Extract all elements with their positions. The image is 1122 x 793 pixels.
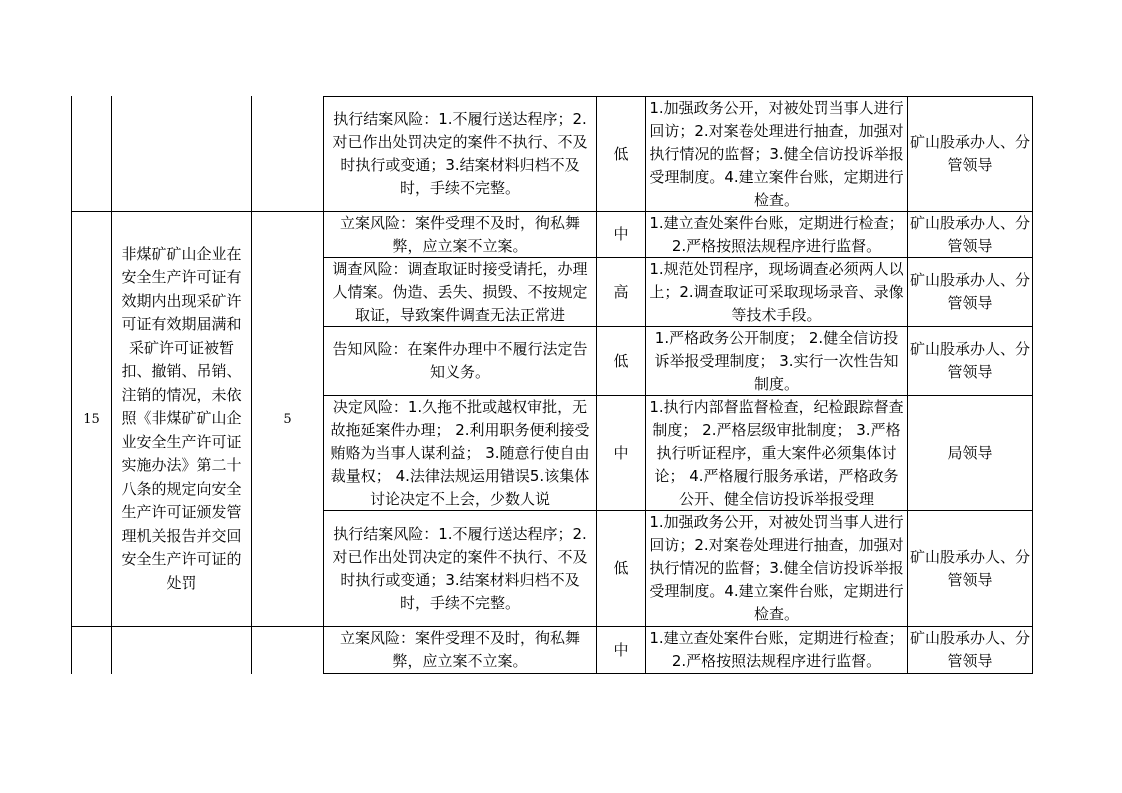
- measure-cell: 1.建立查处案件台账，定期进行检查；2.严格按照法规程序进行监督。: [649, 213, 904, 255]
- measure-cell: 1.加强政务公开，对被处罚当事人进行回访；2.对案卷处理进行抽查，加强对执行情况的监督；3.健全信访投诉举报受理制度。4.建立案件台账，定期进行检查。: [649, 98, 904, 209]
- owner-cell: 局领导: [947, 443, 993, 462]
- owner-cell: 矿山股承办人、分管领导: [909, 547, 1030, 589]
- risk-cell: 立案风险：案件受理不及时，徇私舞弊，应立案不立案。: [339, 213, 580, 255]
- risk-cell: 执行结案风险：1.不履行送达程序；2.对已作出处罚决定的案件不执行、不及时执行或变通；3.结案材料归档不及时，手续不完整。: [332, 524, 588, 612]
- risk-cell: 调查风险：调查取证时接受请托，办理人情案。伪造、丢失、损毁、不按规定取证，导致案件调查无法正常进: [332, 259, 588, 324]
- level-cell: 中: [613, 225, 629, 243]
- measure-cell: 1.执行内部督监督检查，纪检跟踪督查制度； 2.严格层级审批制度； 3.严格执行听证程序，重大案件必须集体讨论； 4.严格履行服务承诺，严格政务公开、健全信访投诉举报受理: [649, 397, 904, 508]
- owner-cell: 矿山股承办人、分管领导: [909, 271, 1030, 312]
- owner-cell: 矿山股承办人、分管领导: [909, 133, 1030, 174]
- risk-cell: 执行结案风险：1.不履行送达程序；2.对已作出处罚决定的案件不执行、不及时执行或变通；3.结案材料归档不及时，手续不完整。: [332, 110, 588, 197]
- item-count: 5: [283, 411, 292, 427]
- level-cell: 低: [613, 351, 629, 370]
- owner-cell: 矿山股承办人、分管领导: [909, 340, 1030, 381]
- risk-cell: 决定风险：1.久拖不批或越权审批，无故拖延案件办理； 2.利用职务便利接受贿赂为当事人谋利益； 3.随意行使自由裁量权； 4.法律法规运用错误5.该集体讨论决定不上会，少数人说: [330, 397, 590, 508]
- risk-cell: 告知风险：在案件办理中不履行法定告知义务。: [332, 340, 588, 381]
- level-cell: 低: [613, 144, 629, 163]
- measure-cell: 1.严格政务公开制度； 2.健全信访投诉举报受理制度； 3.实行一次性告知制度。: [654, 328, 899, 393]
- level-cell: 中: [613, 443, 629, 462]
- level-cell: 高: [613, 282, 629, 301]
- measure-cell: 1.加强政务公开，对被处罚当事人进行回访；2.对案卷处理进行抽查，加强对执行情况的监督；3.健全信访投诉举报受理制度。4.建立案件台账，定期进行检查。: [649, 513, 904, 623]
- owner-cell: 矿山股承办人、分管领导: [909, 629, 1030, 670]
- row-number: 15: [83, 411, 100, 427]
- grid-line: [323, 673, 1033, 674]
- measure-cell: 1.规范处罚程序，现场调查必须两人以上；2.调查取证可采取现场录音、录像等技术手段。: [649, 259, 904, 324]
- measure-cell: 1.建立查处案件台账，定期进行检查；2.严格按照法规程序进行监督。: [649, 629, 904, 670]
- level-cell: 中: [613, 640, 629, 659]
- level-cell: 低: [613, 559, 629, 577]
- risk-cell: 立案风险：案件受理不及时，徇私舞弊，应立案不立案。: [339, 629, 580, 670]
- item-description: 非煤矿矿山企业在安全生产许可证有效期内出现采矿许可证有效期届满和采矿许可证被暂扣、撤销、吊销、注销的情况，未依照《非煤矿矿山企业安全生产许可证实施办法》第二十八条的规定向安全生产许可证颁发管理机关报告并交回安全生产许可证的处罚: [121, 244, 242, 592]
- owner-cell: 矿山股承办人、分管领导: [909, 213, 1030, 255]
- grid-line: [1032, 96, 1033, 674]
